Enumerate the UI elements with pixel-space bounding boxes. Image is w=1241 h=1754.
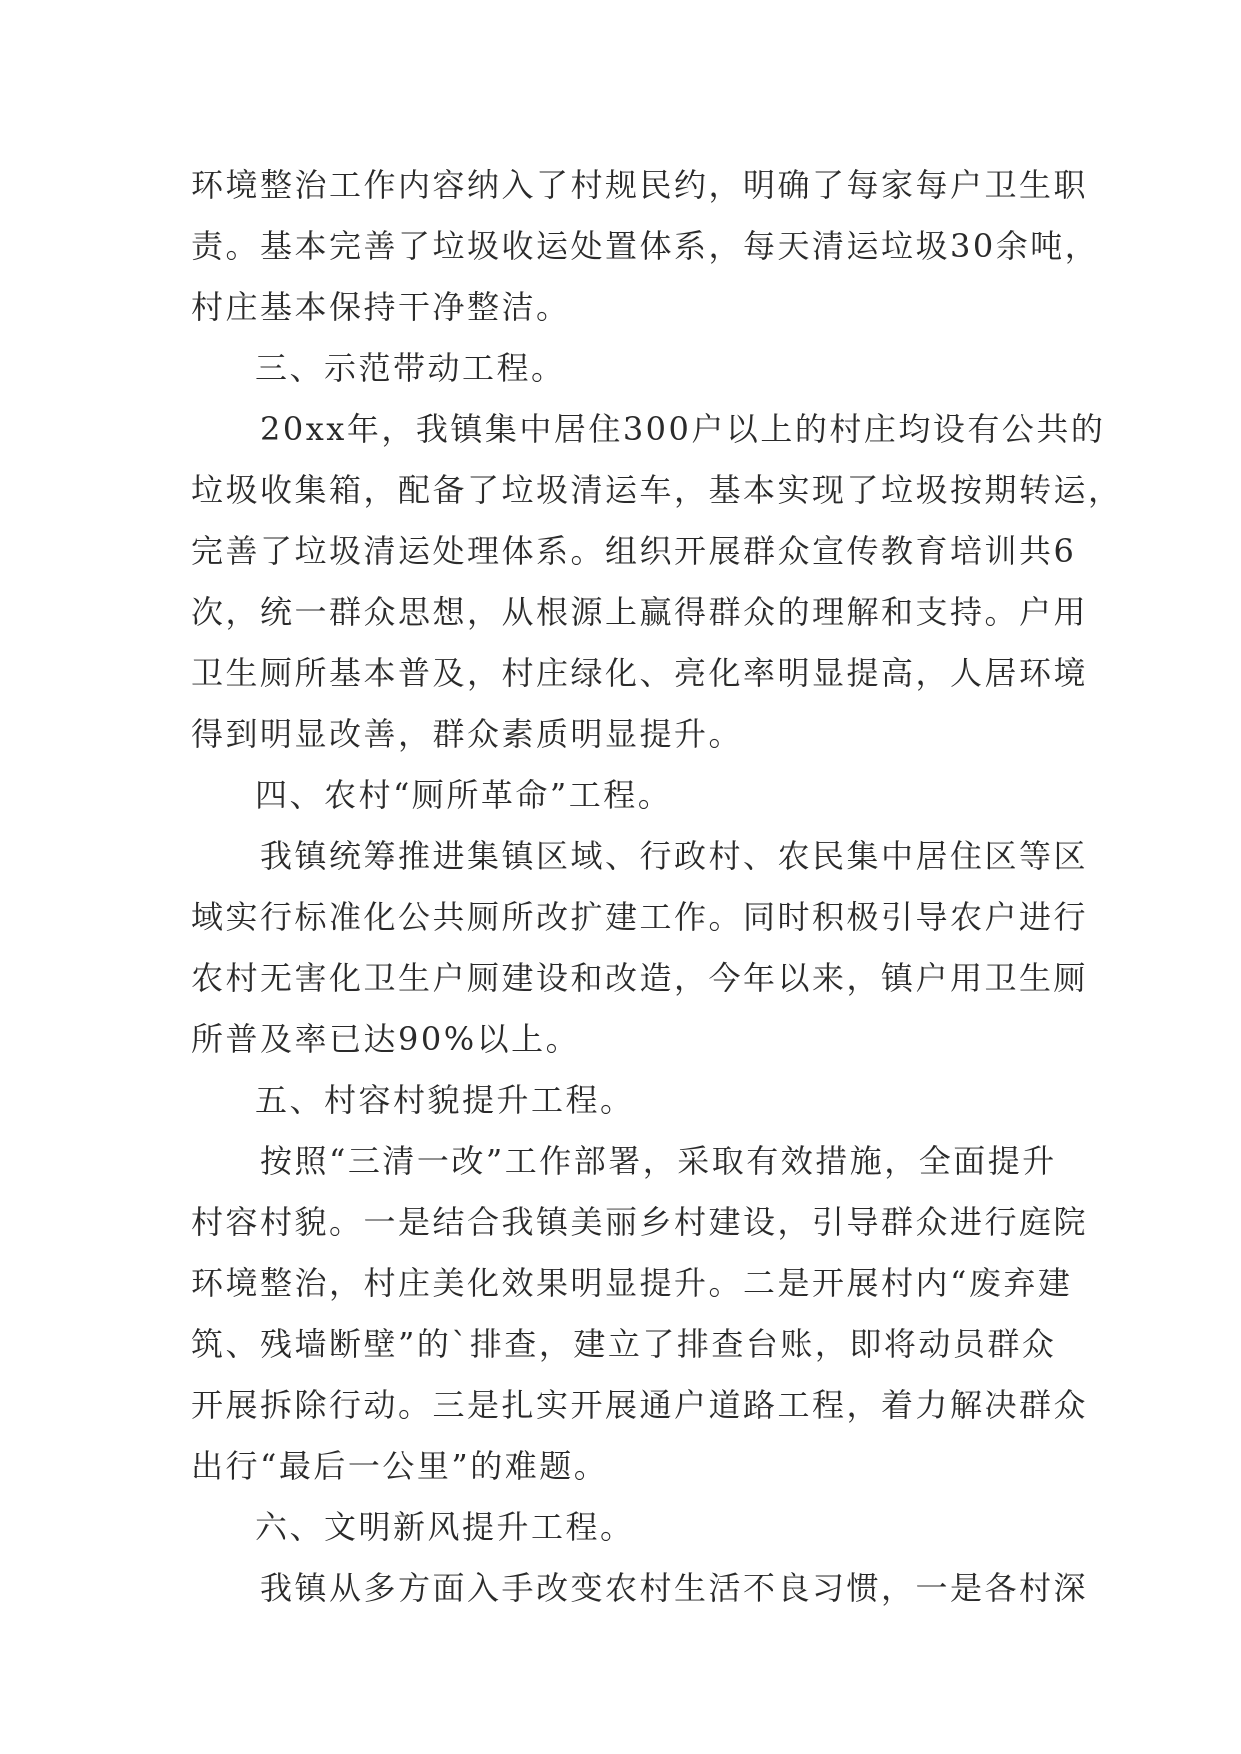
section-heading — [191, 1070, 1051, 1131]
document-body — [191, 155, 1123, 1619]
paragraph-line: 域实行标准化公共厕所改扩建工作。同时积极引导农户进行 — [191, 898, 1089, 936]
body-paragraph — [191, 1131, 1089, 1497]
paragraph-line: 村庄基本保持干净整洁。 — [191, 288, 571, 326]
paragraph-line: 20xx年，我镇集中居住300户以上的村庄均设有公共的 — [191, 410, 1106, 448]
body-paragraph — [191, 399, 1123, 765]
section-heading — [191, 1497, 1051, 1558]
paragraph-line: 筑、残墙断壁”的`排查，建立了排查台账，即将动员群众 — [191, 1325, 1057, 1363]
paragraph-line: 农村无害化卫生户厕建设和改造，今年以来，镇户用卫生厕 — [191, 959, 1089, 997]
paragraph-line: 次，统一群众思想，从根源上赢得群众的理解和支持。户用 — [191, 593, 1089, 631]
paragraph-line: 我镇从多方面入手改变农村生活不良习惯，一是各村深 — [191, 1569, 1089, 1607]
paragraph-line: 我镇统筹推进集镇区域、行政村、农民集中居住区等区 — [191, 837, 1089, 875]
section-heading — [191, 765, 1051, 826]
paragraph-line: 完善了垃圾清运处理体系。组织开展群众宣传教育培训共6 — [191, 532, 1077, 570]
paragraph-line: 卫生厕所基本普及，村庄绿化、亮化率明显提高，人居环境 — [191, 654, 1089, 692]
paragraph-line: 按照“三清一改”工作部署，采取有效措施，全面提升 — [191, 1142, 1057, 1180]
paragraph-line: 责。基本完善了垃圾收运处置体系，每天清运垃圾30余吨， — [191, 227, 1100, 265]
body-paragraph — [191, 1558, 1089, 1619]
paragraph-line: 环境整治，村庄美化效果明显提升。二是开展村内“废弃建 — [191, 1264, 1073, 1302]
heading-text: 五、村容村貌提升工程。 — [255, 1081, 635, 1119]
paragraph-line: 得到明显改善，群众素质明显提升。 — [191, 715, 744, 753]
paragraph-line: 村容村貌。一是结合我镇美丽乡村建设，引导群众进行庭院 — [191, 1203, 1089, 1241]
body-paragraph — [191, 155, 1100, 338]
paragraph-line: 出行“最后一公里”的难题。 — [191, 1447, 609, 1485]
body-paragraph — [191, 826, 1089, 1070]
paragraph-line: 环境整治工作内容纳入了村规民约，明确了每家每户卫生职 — [191, 166, 1089, 204]
heading-text: 六、文明新风提升工程。 — [255, 1508, 635, 1546]
paragraph-line: 所普及率已达90%以上。 — [191, 1020, 581, 1058]
paragraph-line: 垃圾收集箱，配备了垃圾清运车，基本实现了垃圾按期转运， — [191, 471, 1123, 509]
heading-text: 四、农村“厕所革命”工程。 — [255, 776, 673, 814]
heading-text: 三、示范带动工程。 — [255, 349, 566, 387]
paragraph-line: 开展拆除行动。三是扎实开展通户道路工程，着力解决群众 — [191, 1386, 1089, 1424]
section-heading — [191, 338, 1051, 399]
